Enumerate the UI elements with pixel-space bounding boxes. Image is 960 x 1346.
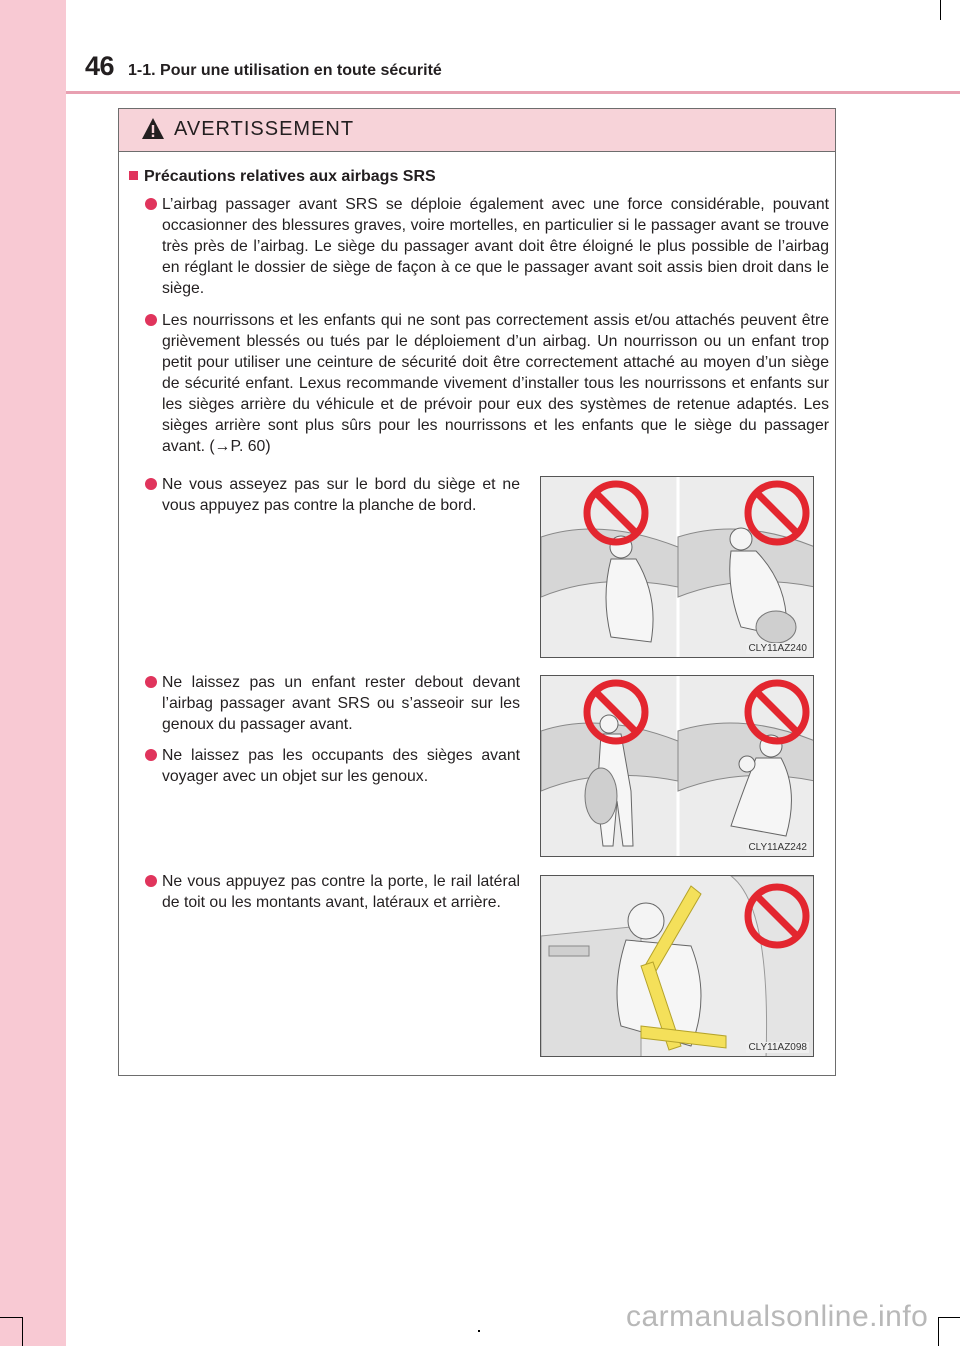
page-number: 46 <box>85 51 115 81</box>
bullet-text: Ne vous asseyez pas sur le bord du siège et ne vous appuyez pas contre la planche de bord. <box>162 476 520 514</box>
watermark: carmanualsonline.info <box>626 1300 929 1333</box>
bullet-dot-icon <box>145 198 157 210</box>
section-heading <box>129 168 436 186</box>
illustration-drawing <box>541 676 814 857</box>
crop-mark <box>938 1317 960 1318</box>
bullet-item <box>162 310 829 457</box>
bullet-dot-icon <box>145 478 157 490</box>
crop-mark <box>0 1317 22 1318</box>
header-rule <box>66 91 960 94</box>
illustration-sitting-edge <box>540 476 814 658</box>
warning-box <box>118 108 836 1076</box>
bullet-dot-icon <box>145 676 157 688</box>
crop-mark <box>940 0 941 20</box>
section-heading-text: Précautions relatives aux airbags SRS <box>144 168 436 185</box>
bullet-dot-icon <box>145 314 157 326</box>
bullet-item <box>162 871 520 913</box>
bullet-text: Ne laissez pas un enfant rester debout devant l’airbag passager avant SRS ou s’asseoir sur les genoux du passager avant. <box>162 674 520 733</box>
illustration-code: CLY11AZ242 <box>748 842 807 853</box>
heading-square-icon <box>129 171 138 180</box>
bullet-dot-icon <box>145 875 157 887</box>
bullet-text: Ne laissez pas les occupants des sièges avant voyager avec un objet sur les genoux. <box>162 747 520 785</box>
warning-title: AVERTISSEMENT <box>174 118 355 140</box>
crop-mark <box>938 1317 939 1346</box>
crop-mark <box>478 1330 480 1332</box>
illustration-leaning-door <box>540 875 814 1057</box>
illustration-drawing <box>541 477 814 658</box>
bullet-dot-icon <box>145 749 157 761</box>
warning-triangle-icon <box>141 117 165 141</box>
illustration-code: CLY11AZ240 <box>748 643 807 654</box>
section-title: 1-1. Pour une utilisation en toute sécurité <box>128 62 442 79</box>
bullet-item <box>162 474 520 516</box>
illustration-drawing <box>541 876 814 1057</box>
bullet-item <box>162 745 520 787</box>
illustration-code: CLY11AZ098 <box>748 1042 807 1053</box>
side-color-strip <box>0 0 66 1346</box>
bullet-text: Ne vous appuyez pas contre la porte, le rail latéral de toit ou les montants avant, latéraux et arrière. <box>162 873 520 911</box>
bullet-item <box>162 672 520 735</box>
bullet-text: Les nourrissons et les enfants qui ne sont pas correctement assis et/ou attachés peuvent être grièvement blessés ou tués par le déploiement d’un airbag. Un nourrisson ou un enfant trop petit pour utiliser une ceinture de sécurité doit être correctement attaché au moyen d’un siège de sécurité enfant. Lexus recommande vivement d’installer tous les nourrissons et enfants sur les sièges arrière du véhicule et de prévoir pour eux des systèmes de retenue adaptés. Les sièges arrière sont plus sûrs pour les nourrissons et les enfants que le siège du passager avant. (→P. 60) <box>162 312 829 455</box>
bullet-text: L’airbag passager avant SRS se déploie également avec une force considérable, pouvant occasionner des blessures graves, voire mortelles, en particulier si le passager avant se trouve très près de l’airbag. Le siège du passager avant doit être éloigné le plus possible de l’airbag en réglant le dossier de siège de façon à ce que le passager avant soit assis bien droit dans le siège. <box>162 196 829 297</box>
bullet-item <box>162 194 829 299</box>
crop-mark <box>22 1317 23 1346</box>
warning-header <box>119 109 835 152</box>
illustration-child-front <box>540 675 814 857</box>
